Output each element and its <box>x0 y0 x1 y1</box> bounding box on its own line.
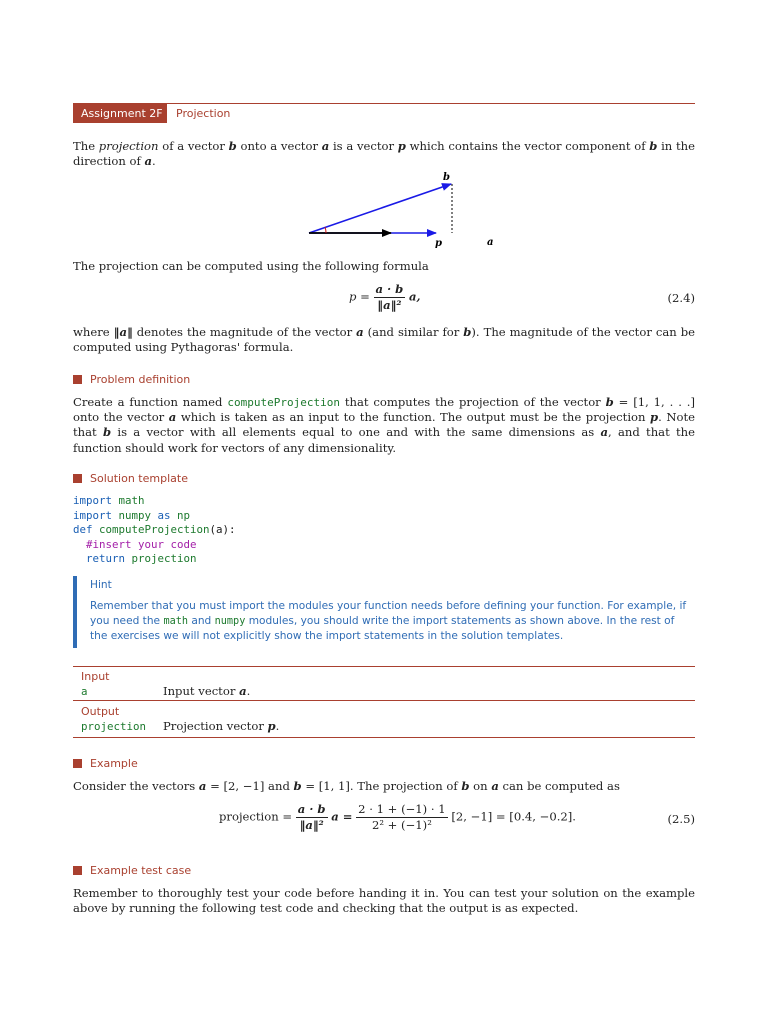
example-paragraph: Consider the vectors a = [2, −1] and b = [1, 1]. The projection of b on a can be computed as <box>73 779 620 793</box>
io-divider <box>73 700 695 701</box>
equation-number-2-5: (2.5) <box>667 812 695 826</box>
output-var: projection <box>81 720 147 733</box>
section-problem-definition: Problem definition <box>73 373 190 387</box>
hint-text: Remember that you must import the modules your function needs before defining your function. For example, if you need the math and numpy modules, you should write the import statements as shown above. In the rest of the exercises we will not explicitly show the import statements in the solution templates. <box>90 600 687 642</box>
input-label: Input <box>81 670 110 683</box>
equation-number-2-4: (2.4) <box>667 291 695 305</box>
section-marker-icon <box>73 375 82 384</box>
input-var: a <box>81 685 88 698</box>
intro-paragraph: The projection of a vector b onto a vector a is a vector p which contains the vector component of b in the direction of a. <box>73 139 695 169</box>
assignment-header <box>73 103 695 123</box>
vector-b-arrow <box>309 184 451 233</box>
label-a: a <box>487 237 494 248</box>
output-desc: Projection vector p. <box>163 719 280 733</box>
section-marker-icon <box>73 866 82 875</box>
assignment-title: Projection <box>176 107 231 120</box>
formula-2-4: p = $\frac{a \cdot b}{\text{‖a‖²}}$ a, <box>349 282 421 312</box>
section-example-test-case: Example test case <box>73 864 191 878</box>
input-output-table <box>73 666 695 738</box>
problem-paragraph: Create a function named computeProjection that computes the projection of the vector b = [1, 1, . . .] onto the vector a which is taken as an input to the function. The output must be the projection p. Note that b is a vector with all elements equal to one and with the same dimensions as a, and that the function should work for vectors of any dimensionality. <box>73 395 696 455</box>
assignment-tag: Assignment 2F <box>73 104 167 123</box>
hint-title: Hint <box>90 579 112 591</box>
section-example: Example <box>73 757 138 771</box>
section-marker-icon <box>73 759 82 768</box>
label-b: b <box>443 172 450 183</box>
section-marker-icon <box>73 474 82 483</box>
section-solution-template: Solution template <box>73 472 188 486</box>
magnitude-paragraph: where ‖a‖ denotes the magnitude of the vector a (and similar for b). The magnitude of the vector can be computed using Pythagoras' formula. <box>73 325 695 355</box>
projection-diagram <box>303 168 494 252</box>
output-label: Output <box>81 705 120 718</box>
test-paragraph: Remember to thoroughly test your code before handing it in. You can test your solution on the example above by running the following test code and checking that the output is as expected. <box>73 886 695 916</box>
input-desc: Input vector a. <box>163 684 251 698</box>
hint-box <box>73 576 695 648</box>
solution-code-block: import math import numpy as np def computeProjection(a): #insert your code return projection <box>73 494 236 566</box>
formula-intro: The projection can be computed using the following formula <box>73 259 429 273</box>
formula-2-5: projection = $\frac{a \cdot b}{\text{‖a‖²}}$ a = $\frac{2 \cdot 1 + (-1) \cdot 1}{\text{2² + (−1)²}}$ [2, −1] = [0.4, −0.2]. <box>219 802 576 832</box>
label-p: p <box>435 238 442 249</box>
